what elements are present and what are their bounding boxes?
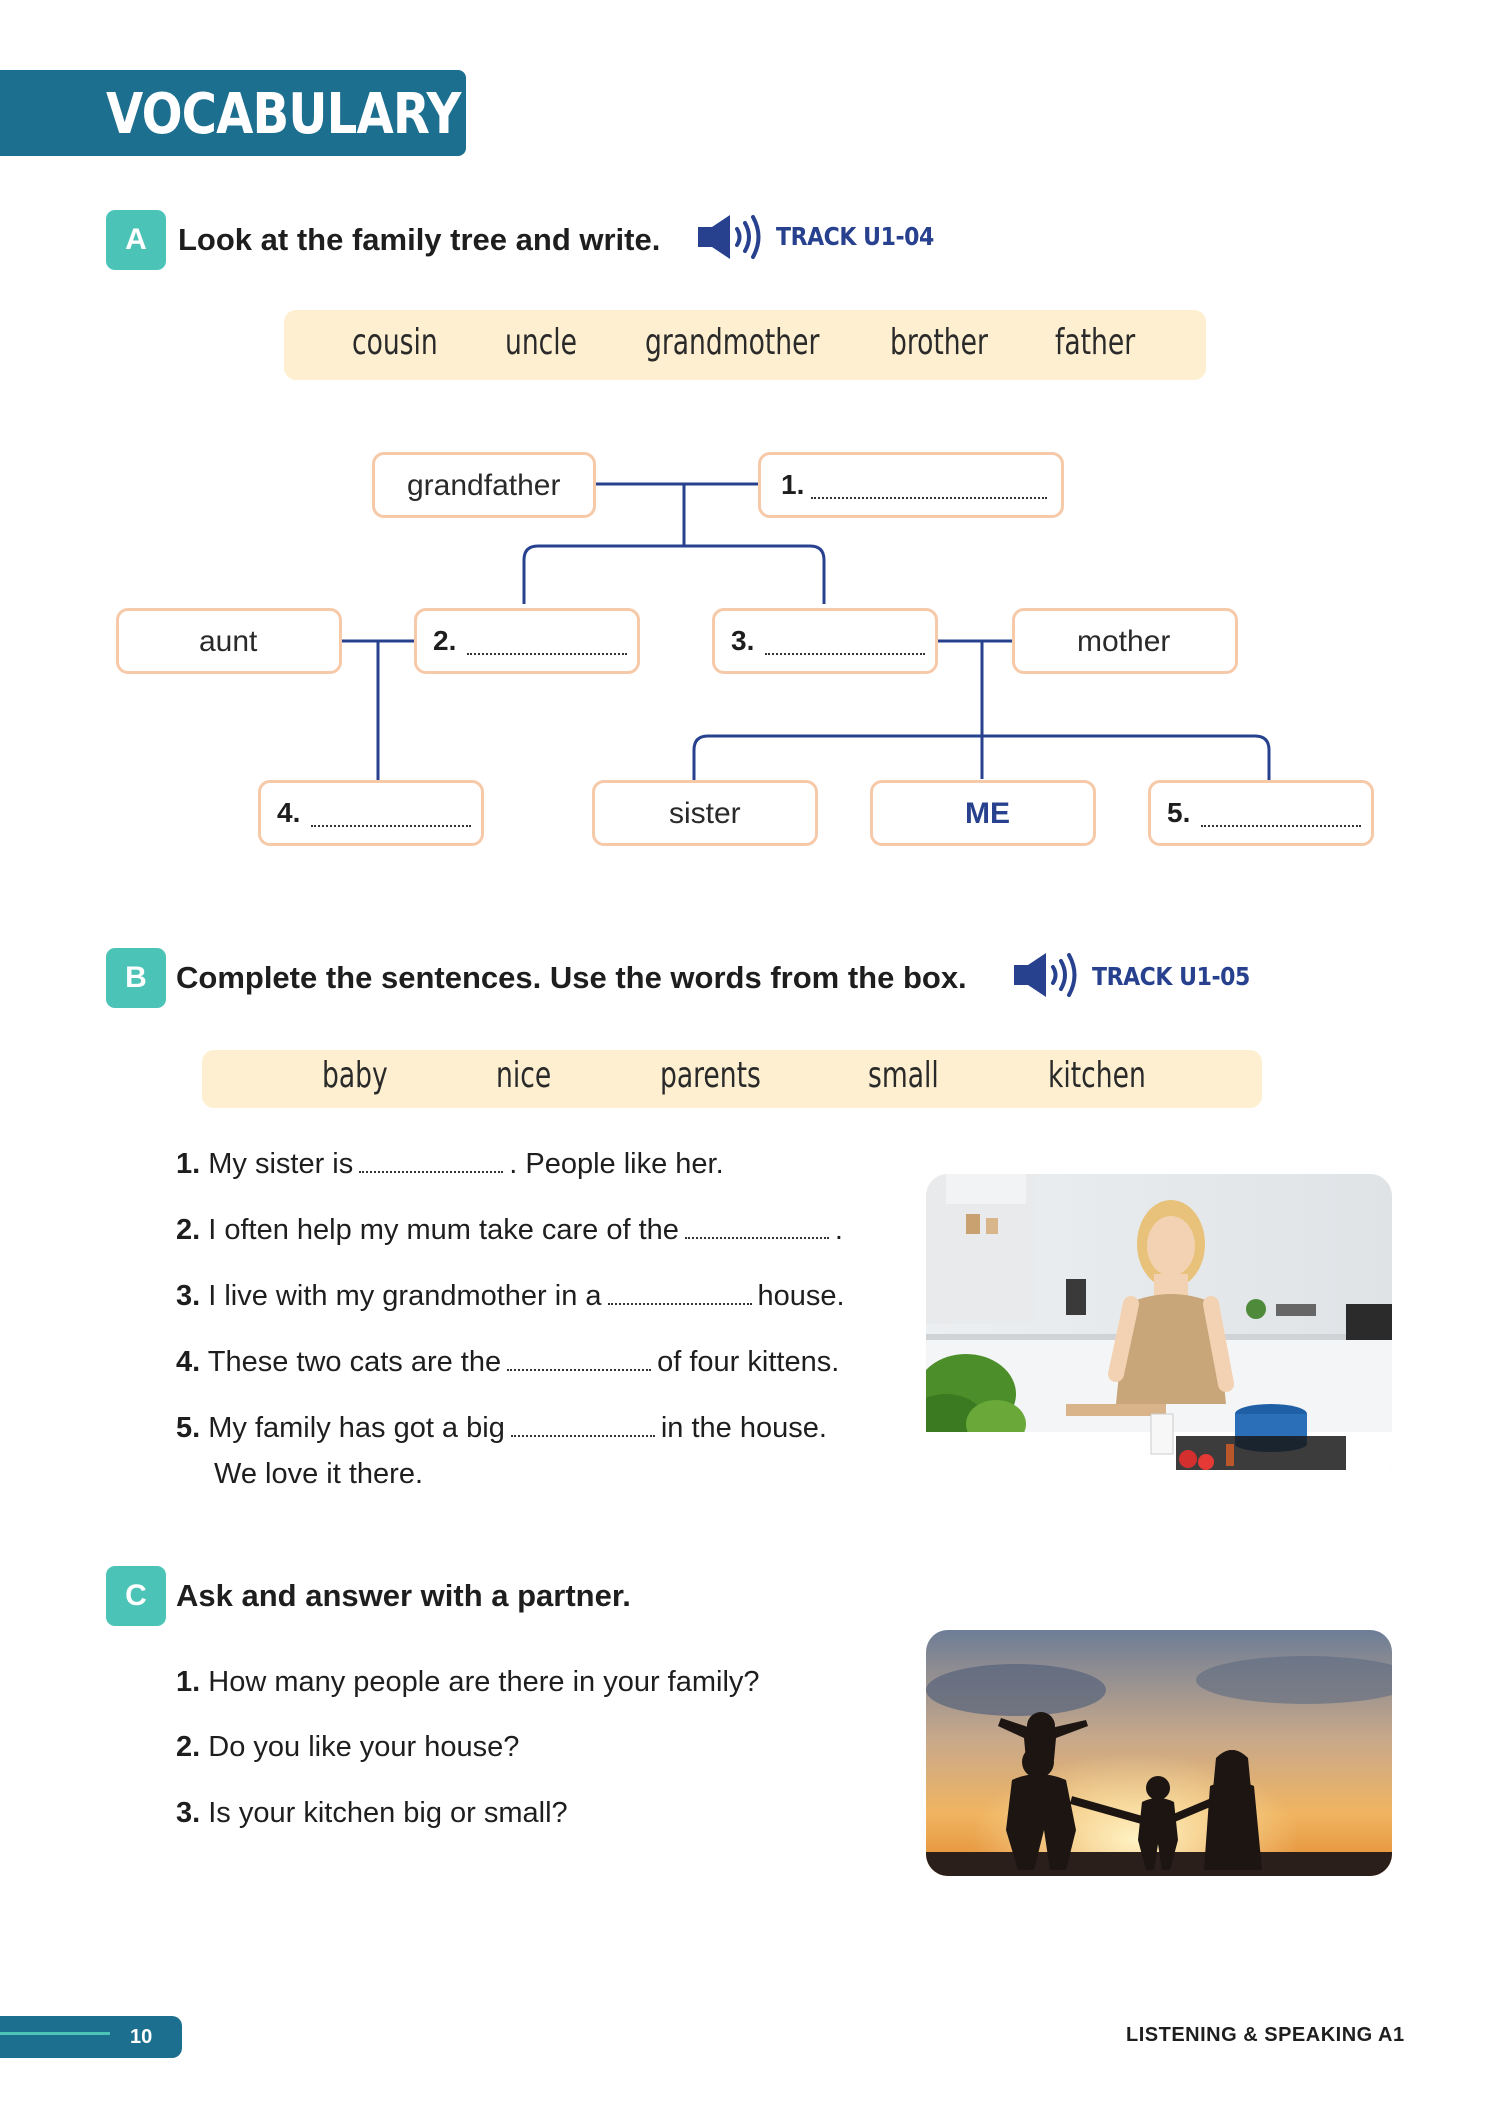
sentence-number: 3.: [176, 1280, 201, 1312]
page-number: 10: [130, 2026, 153, 2048]
tree-box-blank-5[interactable]: [1148, 780, 1374, 846]
sentence-1: [176, 1148, 724, 1181]
word-box-b-item: small: [868, 1055, 939, 1096]
tree-label: grandfather: [407, 469, 561, 502]
tree-box-blank-3[interactable]: [712, 608, 938, 674]
tree-blank-number: 3.: [731, 625, 755, 656]
sentence-text: of four kittens.: [657, 1346, 840, 1378]
word-box-a-item: brother: [890, 322, 988, 363]
tree-label: mother: [1077, 625, 1171, 658]
track-label-b[interactable]: TRACK U1-05: [1092, 962, 1250, 991]
tree-blank-number: 4.: [277, 797, 301, 828]
tree-box-me: [870, 780, 1096, 846]
sentence-4: [176, 1346, 839, 1379]
question-number: 2.: [176, 1731, 201, 1763]
sentence-number: 4.: [176, 1346, 201, 1378]
tree-box-sister: [592, 780, 818, 846]
question-text: Is your kitchen big or small?: [208, 1797, 568, 1829]
section-c-instruction: Ask and answer with a partner.: [176, 1578, 631, 1613]
footer-page-tab: [0, 2016, 182, 2058]
word-box-b-item: parents: [660, 1055, 761, 1096]
sentence-text: I often help my mum take care of the: [208, 1214, 679, 1246]
family-sunset-photo: [926, 1630, 1392, 1876]
sentence-number: 2.: [176, 1214, 201, 1246]
answer-blank[interactable]: [608, 1303, 752, 1305]
sentence-5-continued: We love it there.: [214, 1458, 424, 1490]
kitchen-photo: [926, 1174, 1392, 1484]
sentence-text: My family has got a big: [208, 1412, 505, 1444]
book-title: LISTENING & SPEAKING A1: [1126, 2024, 1405, 2046]
sentence-2: [176, 1214, 843, 1247]
word-box-a-item: grandmother: [645, 322, 820, 363]
question-number: 3.: [176, 1797, 201, 1829]
track-label-a[interactable]: TRACK U1-04: [776, 222, 934, 251]
sentence-5: [176, 1412, 827, 1445]
tree-label-me: ME: [965, 797, 1010, 830]
sentence-text: I live with my grandmother in a: [208, 1280, 602, 1312]
tree-box-mother: [1012, 608, 1238, 674]
section-c-badge: C: [106, 1566, 166, 1626]
question-text: How many people are there in your family?: [208, 1666, 760, 1698]
tree-blank-number: 2.: [433, 625, 457, 656]
word-box-b-item: baby: [322, 1055, 388, 1096]
family-tree-lines: [0, 0, 1489, 900]
answer-line[interactable]: [811, 497, 1047, 499]
answer-blank[interactable]: [685, 1237, 829, 1239]
question-text: Do you like your house?: [208, 1731, 520, 1763]
page-title: VOCABULARY: [106, 82, 461, 147]
word-box-b-item: nice: [496, 1055, 552, 1096]
sentence-text: . People like her.: [509, 1148, 724, 1180]
question-number: 1.: [176, 1666, 201, 1698]
answer-line[interactable]: [311, 825, 471, 827]
footer-accent-line: [0, 2032, 110, 2035]
sentence-text: These two cats are the: [207, 1346, 502, 1378]
sentence-text: house.: [757, 1280, 845, 1312]
section-b-instruction: Complete the sentences. Use the words from the box.: [176, 960, 967, 995]
word-box-a-item: uncle: [505, 322, 578, 363]
tree-box-aunt: [116, 608, 342, 674]
section-a-instruction: Look at the family tree and write.: [178, 222, 661, 257]
question-2: [176, 1731, 519, 1764]
word-box-a-item: father: [1055, 322, 1136, 363]
section-a-badge: A: [106, 210, 166, 270]
answer-blank[interactable]: [359, 1171, 503, 1173]
sentence-3: [176, 1280, 845, 1313]
section-b-badge: B: [106, 948, 166, 1008]
answer-line[interactable]: [765, 653, 925, 655]
sentence-number: 1.: [176, 1148, 201, 1180]
tree-label: aunt: [199, 625, 258, 658]
answer-blank[interactable]: [507, 1369, 651, 1371]
tree-blank-number: 5.: [1167, 797, 1191, 828]
sentence-text: in the house.: [660, 1412, 827, 1444]
tree-box-blank-2[interactable]: [414, 608, 640, 674]
tree-label: sister: [669, 797, 741, 830]
tree-box-grandfather: [372, 452, 596, 518]
answer-blank[interactable]: [511, 1435, 655, 1437]
answer-line[interactable]: [467, 653, 627, 655]
answer-line[interactable]: [1201, 825, 1361, 827]
word-box-a-item: cousin: [352, 322, 438, 363]
sentence-text: .: [834, 1214, 843, 1246]
sentence-number: 5.: [176, 1412, 201, 1444]
sentence-text: My sister is: [208, 1148, 354, 1180]
word-box-b-item: kitchen: [1048, 1055, 1146, 1096]
tree-box-blank-1[interactable]: [758, 452, 1064, 518]
question-1: [176, 1666, 760, 1699]
speaker-icon[interactable]: [1012, 950, 1082, 1000]
question-3: [176, 1797, 568, 1830]
tree-blank-number: 1.: [781, 469, 805, 500]
tree-box-blank-4[interactable]: [258, 780, 484, 846]
